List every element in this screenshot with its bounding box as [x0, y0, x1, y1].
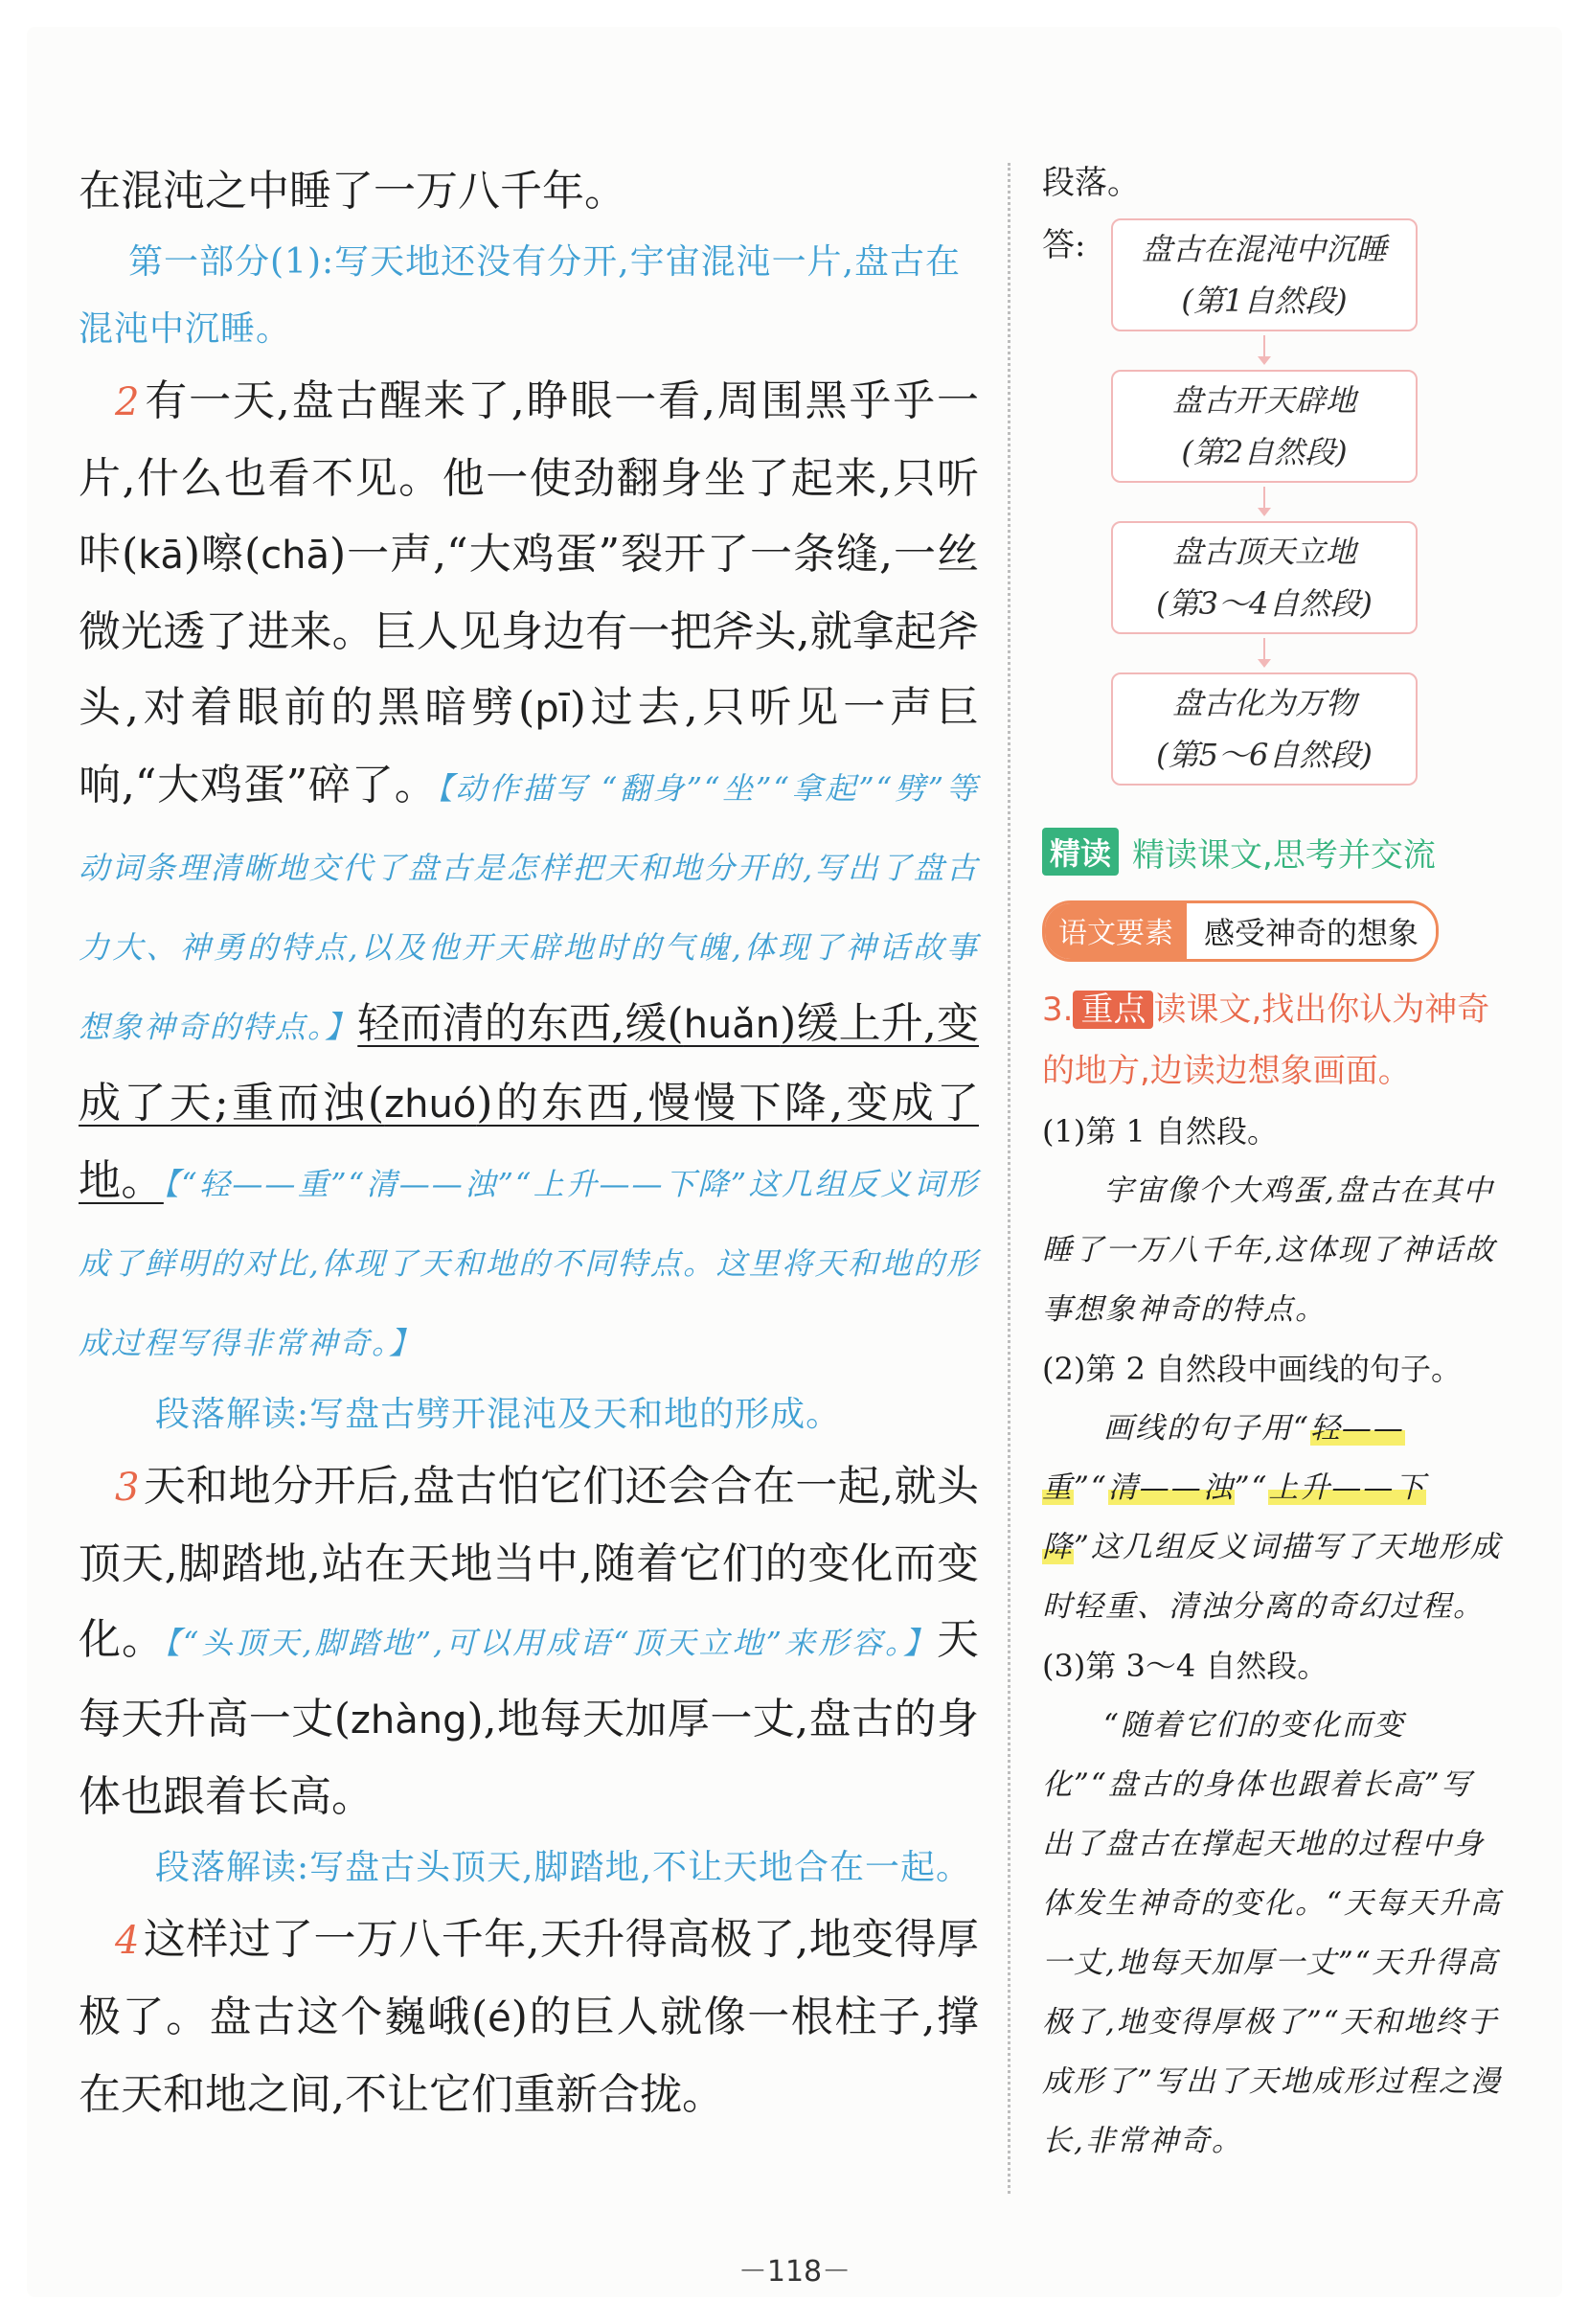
down-arrow-icon: [1111, 483, 1418, 521]
flow-box-1: 盘古在混沌中沉睡 (第1自然段): [1111, 218, 1418, 331]
paragraph-analysis-2: 段落解读:写盘古劈开混沌及天和地的形成。: [155, 1395, 842, 1434]
language-element-badge: 语文要素 感受神奇的想象: [1042, 900, 1439, 962]
annotation-idiom: 【“头顶天,脚踏地”,可以用成语“顶天立地”来形容。】: [165, 1625, 937, 1661]
answer-2: 画线的句子用“轻——重”“清——浊”“上升——下降”这几组反义词描写了天地形成时轻重、清浊分离的奇幻过程。: [1042, 1411, 1502, 1624]
answer-flowchart: [1042, 218, 1502, 786]
underlined-sentence: 轻而清的东西,缓(huǎn)缓上升,变成了天;重而浊(zhuó)的东西,慢慢下降,变成了地。: [79, 999, 979, 1205]
annotation-action: 【动作描写 “翻身”“坐”“拿起”“劈”等动词条理清晰地交代了盘古是怎样把天和地分开的,写出了盘古力大、神勇的特点,以及他开天辟地时的气魄,体现了神话故事想象神奇的特点。】: [79, 770, 979, 1045]
flow-box-2: 盘古开天辟地 (第2自然段): [1111, 370, 1418, 483]
paragraph-4: 4这样过了一万八千年,天升得高极了,地变得厚极了。盘古这个巍峨(é)的巨人就像一根柱子,撑在天和地之间,不让它们重新合拢。: [79, 1915, 980, 2119]
jingdu-title: 精读课文,思考并交流: [1132, 835, 1436, 875]
sub-question-2: (2)第 2 自然段中画线的句子。: [1042, 1351, 1463, 1387]
highlight: 轻——重: [1042, 1411, 1405, 1505]
jingdu-tag: 精读: [1042, 828, 1119, 876]
sub-question-3: (3)第 3～4 自然段。: [1042, 1648, 1328, 1684]
answer-label: 答:: [1042, 226, 1086, 264]
paragraph-number: 3: [115, 1466, 140, 1510]
answer-1: 宇宙像个大鸡蛋,盘古在其中睡了一万八千年,这体现了神话故事想象神奇的特点。: [1042, 1173, 1496, 1327]
section-header-jingdu: [1042, 828, 1502, 876]
down-arrow-icon: [1111, 634, 1418, 672]
right-column: [1042, 153, 1502, 2171]
flow-box-3: 盘古顶天立地 (第3～4自然段): [1111, 521, 1418, 634]
down-arrow-icon: [1111, 331, 1418, 370]
annotation-antonyms: 【“轻——重”“清——浊”“上升——下降”这几组反义词形成了鲜明的对比,体现了天和地的不同特点。这里将天和地的形成过程写得非常神奇。】: [79, 1166, 979, 1361]
sub-question-1: (1)第 1 自然段。: [1042, 1113, 1279, 1150]
previous-question-end: 段落。: [1042, 164, 1140, 202]
paragraph-number: 2: [115, 380, 140, 424]
paragraph-number: 4: [115, 1919, 140, 1963]
question-3: 3. 重点 读课文,找出你认为神奇的地方,边读边想象画面。: [1042, 991, 1490, 1090]
column-divider: [1008, 163, 1010, 2194]
highlight: 上升——下降: [1042, 1470, 1427, 1564]
paragraph-analysis-3: 段落解读:写盘古头顶天,脚踏地,不让天地合在一起。: [155, 1848, 972, 1887]
part1-summary: 第一部分(1):写天地还没有分开,宇宙混沌一片,盘古在混沌中沉睡。: [79, 242, 962, 349]
highlight: 清——浊: [1107, 1470, 1235, 1505]
paragraph-2: 2有一天,盘古醒来了,睁眼一看,周围黑乎乎一片,什么也看不见。他一使劲翻身坐了起来,只听咔(kā)嚓(chā)一声,“大鸡蛋”裂开了一条缝,一丝微光透了进来。巨人见身边有一把斧头,就拿起斧头,对着眼前的黑暗劈(pī)过去,只听见一声巨响,“大鸡蛋”碎了。【动作描写 “翻身”“坐”“拿起”“劈”等动词条理清晰地交代了盘古是怎样把天和地分开的,写出了盘古力大、神勇的特点,以及他开天辟地时的气魄,体现了神话故事想象神奇的特点。】轻而清的东西,缓(huǎn)缓上升,变成了天;重而浊(zhuó)的东西,慢慢下降,变成了地。【“轻——重”“清——浊”“上升——下降”这几组反义词形成了鲜明的对比,体现了天和地的不同特点。这里将天和地的形成过程写得非常神奇。】: [79, 376, 980, 1361]
paragraph-1-end: 在混沌之中睡了一万八千年。: [79, 167, 626, 216]
left-column: [79, 153, 979, 2132]
key-point-badge: 重点: [1073, 991, 1153, 1029]
paragraph-3: 3天和地分开后,盘古怕它们还会合在一起,就头顶天,脚踏地,站在天地当中,随着它们的变化而变化。【“头顶天,脚踏地”,可以用成语“顶天立地”来形容。】天每天升高一丈(zhàng),地每天加厚一丈,盘古的身体也跟着长高。: [79, 1462, 979, 1821]
page-number: －118－: [738, 2255, 851, 2289]
answer-3: “随着它们的变化而变化”“盘古的身体也跟着长高”写出了盘古在撑起天地的过程中身体发生神奇的变化。“天每天升高一丈,地每天加厚一丈”“天升得高极了,地变得厚极了”“天和地终于成形了”写出了天地成形过程之漫长,非常神奇。: [1042, 1708, 1502, 2158]
flow-box-4: 盘古化为万物 (第5～6自然段): [1111, 672, 1418, 786]
